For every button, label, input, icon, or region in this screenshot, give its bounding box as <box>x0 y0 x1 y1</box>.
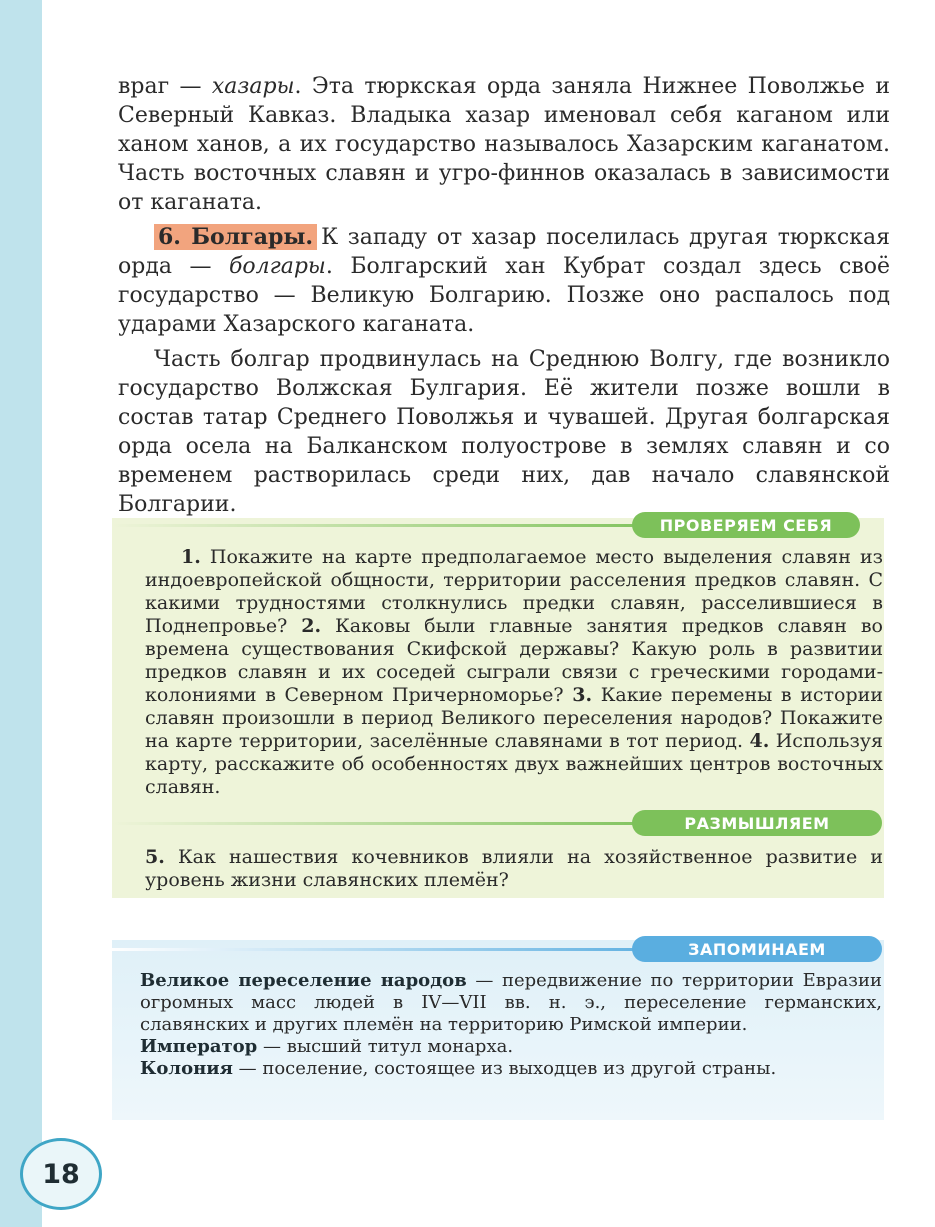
glossary-term: Император <box>140 1036 258 1057</box>
question-number: 1. <box>181 546 201 568</box>
question-text: Используя карту, расскажите об особенностях двух важнейших центров восточных славян. <box>145 730 883 798</box>
review-questions-text <box>145 546 883 799</box>
paragraph-khazars <box>118 72 890 217</box>
glossary-definition: — поселение, состоящее из выходцев из другой страны. <box>232 1058 777 1079</box>
glossary-text <box>140 970 882 1080</box>
text-fragment: . Болгарский хан Кубрат создал здесь своё государство — Великую Болгарию. Позже оно распалось под ударами Хазарского каганата. <box>118 254 890 337</box>
text-fragment: К западу от хазар поселилась другая тюркская орда — <box>118 225 890 279</box>
divider-line <box>112 524 672 527</box>
section-heading-bulgars: 6. Болгары. <box>154 224 317 250</box>
reflect-question-text <box>145 846 883 892</box>
question-text: Как нашествия кочевников влияли на хозяйственное развитие и уровень жизни славянских племён? <box>145 846 883 891</box>
question-number: 4. <box>749 730 770 752</box>
question-number: 3. <box>572 684 593 706</box>
divider-line <box>112 822 672 825</box>
glossary-definition: — высший титул монарха. <box>257 1036 514 1057</box>
question-number: 5. <box>145 846 165 868</box>
left-margin-strip <box>0 0 42 1227</box>
question-text: Покажите на карте предполагаемое место выделения славян из индоевропейской общности, территории расселения предков славян. С какими трудностями столкнулись предки славян, расселившиеся в Поднепровье? <box>145 546 884 637</box>
question-number: 2. <box>301 615 322 637</box>
main-text <box>118 72 890 519</box>
tab-remember: ЗАПОМИНАЕМ <box>632 936 882 962</box>
glossary-entry <box>140 1036 882 1058</box>
term-bulgars: болгары <box>228 254 326 279</box>
glossary-definition: — передвижение по территории Евразии огромных масс людей в IV—VII вв. н. э., переселение германских, славянских и других племён на территорию Римской империи. <box>140 970 882 1035</box>
divider-line <box>112 948 672 951</box>
paragraph-volga-bulgaria: Часть болгар продвинулась на Среднюю Волгу, где возникло государство Волжская Булгария. Её жители позже вошли в состав татар Среднего Поволжья и чувашей. Другая болгарская орда осела на Балканском полуострове в землях славян и со временем растворилась среди них, дав начало славянской Болгарии. <box>118 347 890 517</box>
tab-check-yourself: ПРОВЕРЯЕМ СЕБЯ <box>632 512 860 538</box>
paragraph-bulgars <box>118 223 890 339</box>
page-number: 18 <box>20 1138 102 1210</box>
glossary-entry <box>140 1058 882 1080</box>
glossary-term: Великое переселение народов <box>140 970 467 991</box>
question-text: Какие перемены в истории славян произошли в период Великого переселения народов? Покажите на карте территории, заселённые славянами в тот период. <box>145 684 883 752</box>
text-fragment: враг — <box>118 74 212 99</box>
tab-reflect: РАЗМЫШЛЯЕМ <box>632 810 882 836</box>
question-text: Каковы были главные занятия предков славян во времена существования Скифской державы? Какую роль в развитии предков славян и их соседей сыграли связи с греческими городами-колониями в Северном Причерноморье? <box>145 615 883 706</box>
text-fragment: . Эта тюркская орда заняла Нижнее Поволжье и Северный Кавказ. Владыка хазар именовал себя каганом или ханом ханов, а их государство называлось Хазарским каганатом. Часть восточных славян и угро-финнов оказалась в зависимости от каганата. <box>118 74 890 215</box>
glossary-term: Колония <box>140 1058 233 1079</box>
term-khazars: хазары <box>211 74 295 99</box>
glossary-entry <box>140 970 882 1036</box>
